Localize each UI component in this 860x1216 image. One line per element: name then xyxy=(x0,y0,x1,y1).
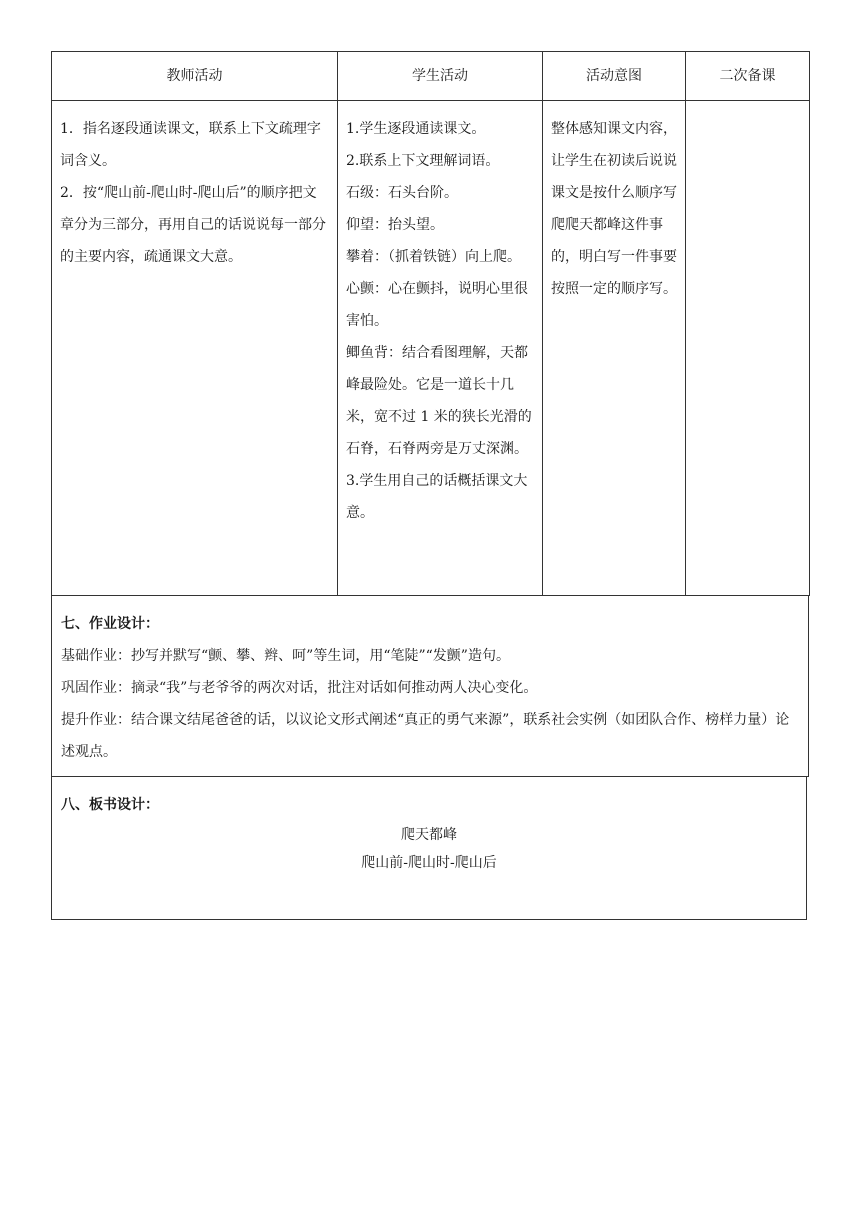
blackboard-line-title: 爬天都峰 xyxy=(401,827,457,843)
student-item: 攀着：（抓着铁链）向上爬。 xyxy=(346,249,521,265)
blackboard-title: 八、板书设计： xyxy=(61,797,159,813)
student-item: 心颤：心在颤抖，说明心里很害怕。 xyxy=(346,281,528,329)
lesson-plan-page xyxy=(51,51,809,920)
intent-text: 整体感知课文内容，让学生在初读后说说课文是按什么顺序写爬爬天都峰这件事的，明白写一件事要按照一定的顺序写。 xyxy=(551,121,677,297)
teacher-item: 1．指名逐段通读课文，联系上下文疏理字词含义。 xyxy=(60,121,321,169)
homework-title: 七、作业设计： xyxy=(61,616,159,632)
student-activity-cell xyxy=(338,101,543,596)
student-item: 3.学生用自己的话概括课文大意。 xyxy=(346,473,528,521)
student-item: 石级：石头台阶。 xyxy=(346,185,458,201)
teacher-activity-cell xyxy=(52,101,338,596)
table-row xyxy=(52,101,810,596)
teacher-item: 2．按“爬山前-爬山时-爬山后”的顺序把文章分为三部分，再用自己的话说说每一部分的主要内容，疏通课文大意。 xyxy=(60,185,326,265)
student-item: 1.学生逐段通读课文。 xyxy=(346,121,486,137)
header-second-prep: 二次备课 xyxy=(686,52,810,101)
activity-table xyxy=(51,51,810,596)
header-teacher-activity: 教师活动 xyxy=(52,52,338,101)
homework-basic: 基础作业：抄写并默写“颤、攀、辫、呵”等生词，用“笔陡”“发颤”造句。 xyxy=(61,648,510,664)
second-prep-cell xyxy=(686,101,810,596)
homework-consolidate: 巩固作业：摘录“我”与老爷爷的两次对话，批注对话如何推动两人决心变化。 xyxy=(61,680,538,696)
header-activity-intent: 活动意图 xyxy=(543,52,686,101)
student-item: 2.联系上下文理解词语。 xyxy=(346,153,500,169)
homework-section xyxy=(51,596,809,777)
homework-advanced: 提升作业：结合课文结尾爸爸的话，以议论文形式阐述“真正的勇气来源”，联系社会实例（如团队合作、榜样力量）论述观点。 xyxy=(61,712,790,760)
blackboard-line-structure: 爬山前-爬山时-爬山后 xyxy=(361,855,497,871)
student-item: 鲫鱼背：结合看图理解，天都峰最险处。它是一道长十几米，宽不过 1 米的狭长光滑的石脊，石脊两旁是万丈深渊。 xyxy=(346,345,532,457)
student-item: 仰望：抬头望。 xyxy=(346,217,444,233)
blackboard-section xyxy=(51,777,807,920)
activity-intent-cell xyxy=(543,101,686,596)
header-student-activity: 学生活动 xyxy=(338,52,543,101)
table-header-row xyxy=(52,52,810,101)
